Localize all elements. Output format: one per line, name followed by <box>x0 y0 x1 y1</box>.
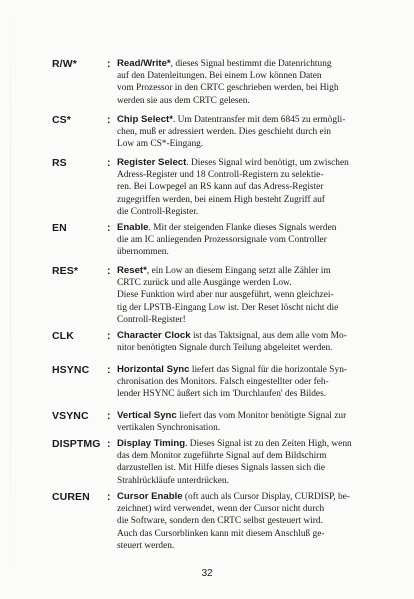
signal-description <box>117 58 382 107</box>
signal-description <box>117 438 382 487</box>
signal-name: Vertical Sync <box>117 410 177 421</box>
signal-term: CLK <box>52 330 74 342</box>
description-line: ren. Bei Lowpegel an RS kann auf das Adress-Register <box>117 182 324 193</box>
description-line <box>117 491 382 503</box>
signal-term: R/W* <box>52 58 77 70</box>
description-text: liefert das vom Monitor benötigte Signal zur <box>176 411 347 421</box>
description-line: nitor benötigten Signale durch Teilung abgeleitet werden. <box>117 343 333 354</box>
description-text: , dieses Signal bestimmt die Datenrichtung <box>170 59 332 69</box>
description-text: ist das Taktsignal, aus dem alle vom Mo- <box>190 331 347 341</box>
signal-name: Character Clock <box>117 330 191 341</box>
description-text: . Um Datentransfer mit dem 6845 zu ermögli- <box>172 115 346 125</box>
description-line: auf den Datenleitungen. Bei einem Low können Daten <box>117 71 322 82</box>
description-line: übernommen. <box>117 247 169 258</box>
description-line: tig der LPSTB-Eingang Low ist. Der Reset löscht nicht die <box>117 302 339 313</box>
signal-term: DISPTMG <box>52 438 101 450</box>
description-text: . Dieses Signal ist zu den Zeiten High, wenn <box>185 439 352 449</box>
signal-name: Chip Select* <box>117 114 173 125</box>
signal-description <box>117 410 382 434</box>
definition-colon: : <box>107 157 111 169</box>
description-text: , ein Low an diesem Eingang setzt alle Zähler im <box>146 266 331 276</box>
description-line: Adress-Register und 18 Controll-Registern zu selektie- <box>117 170 324 181</box>
definition-colon: : <box>107 58 111 70</box>
definition-colon: : <box>107 265 111 277</box>
description-line <box>117 438 382 450</box>
description-line: zugegriffen werden, bei einem High besteht Zugriff auf <box>117 194 325 205</box>
signal-name: Register Select <box>117 157 187 168</box>
description-line <box>117 222 382 234</box>
signal-name: Reset* <box>117 265 147 276</box>
signal-description <box>117 491 382 552</box>
description-line: darzustellen ist. Mit Hilfe dieses Signals lassen sich die <box>117 463 326 474</box>
description-line: chen, muß er adressiert werden. Dies geschieht durch ein <box>117 127 331 138</box>
description-line: Diese Funktion wird aber nur ausgeführt, wenn gleichzei- <box>117 290 334 301</box>
definition-colon: : <box>107 438 111 450</box>
description-line: Controll-Register! <box>117 314 186 325</box>
description-line: lender HSYNC äußert sich im 'Durchlaufen' des Bildes. <box>117 389 327 400</box>
description-line: die am IC anliegenden Prozessorsignale vom Controller <box>117 235 327 246</box>
signal-name: Display Timing <box>117 438 186 449</box>
description-line <box>117 157 382 169</box>
description-text: . Dieses Signal wird benötigt, um zwischen <box>186 158 349 168</box>
signal-description <box>117 157 382 218</box>
signal-description <box>117 114 382 151</box>
description-line <box>117 265 382 277</box>
signal-term: RS <box>52 157 67 169</box>
description-line: steuert werden. <box>117 540 175 551</box>
description-line <box>117 410 382 422</box>
description-line: Low am CS*-Eingang. <box>117 139 204 150</box>
description-line <box>117 114 382 126</box>
description-line: vertikalen Synchronisation. <box>117 423 221 434</box>
description-text: . Mit der steigenden Flanke dieses Signals werden <box>148 223 337 233</box>
definition-colon: : <box>107 491 111 503</box>
description-line: chronisation des Monitors. Falsch eingestellter oder feh- <box>117 377 329 388</box>
signal-term: RES* <box>52 265 79 277</box>
signal-name: Enable <box>117 222 149 233</box>
description-line: die Software, sondern den CRTC selbst gesteuert wird. <box>117 516 323 527</box>
description-line: das dem Monitor zugeführte Signal auf dem Bildschirm <box>117 451 327 462</box>
description-line: Auch das Cursorblinken kann mit diesem Anschluß ge- <box>117 528 325 539</box>
definition-colon: : <box>107 410 111 422</box>
description-line <box>117 330 382 342</box>
page-number: 32 <box>201 568 213 579</box>
signal-description <box>117 222 382 259</box>
signal-name: Cursor Enable <box>117 491 183 502</box>
description-text: liefert das Signal für die horizontale Syn- <box>189 365 348 375</box>
signal-description <box>117 265 382 326</box>
page-binding-edge <box>10 0 11 599</box>
definition-colon: : <box>107 222 111 234</box>
definition-colon: : <box>107 114 111 126</box>
description-text: (oft auch als Cursor Display, CURDISP, be- <box>182 492 350 502</box>
description-line <box>117 364 382 376</box>
signal-term: VSYNC <box>52 410 89 422</box>
description-line: Strahlrückläufe unterdrücken. <box>117 475 229 486</box>
signal-name: Read/Write* <box>117 58 171 69</box>
signal-name: Horizontal Sync <box>117 364 190 375</box>
signal-term: CUREN <box>52 491 90 503</box>
description-line: werden sie aus dem CRTC gelesen. <box>117 95 250 106</box>
signal-term: HSYNC <box>52 364 90 376</box>
description-line: zeichnet) wird verwendet, wenn der Cursor nicht durch <box>117 504 325 515</box>
signal-term: CS* <box>52 114 71 126</box>
signal-description <box>117 330 382 354</box>
description-line: die Controll-Register. <box>117 206 199 217</box>
description-line: CRTC zurück und alle Ausgänge werden Low. <box>117 278 292 289</box>
signal-description <box>117 364 382 401</box>
definition-colon: : <box>107 364 111 376</box>
signal-term: EN <box>52 222 67 234</box>
description-line: vom Prozessor in den CRTC geschrieben werden, bei High <box>117 83 339 94</box>
description-line <box>117 58 382 70</box>
definition-colon: : <box>107 330 111 342</box>
